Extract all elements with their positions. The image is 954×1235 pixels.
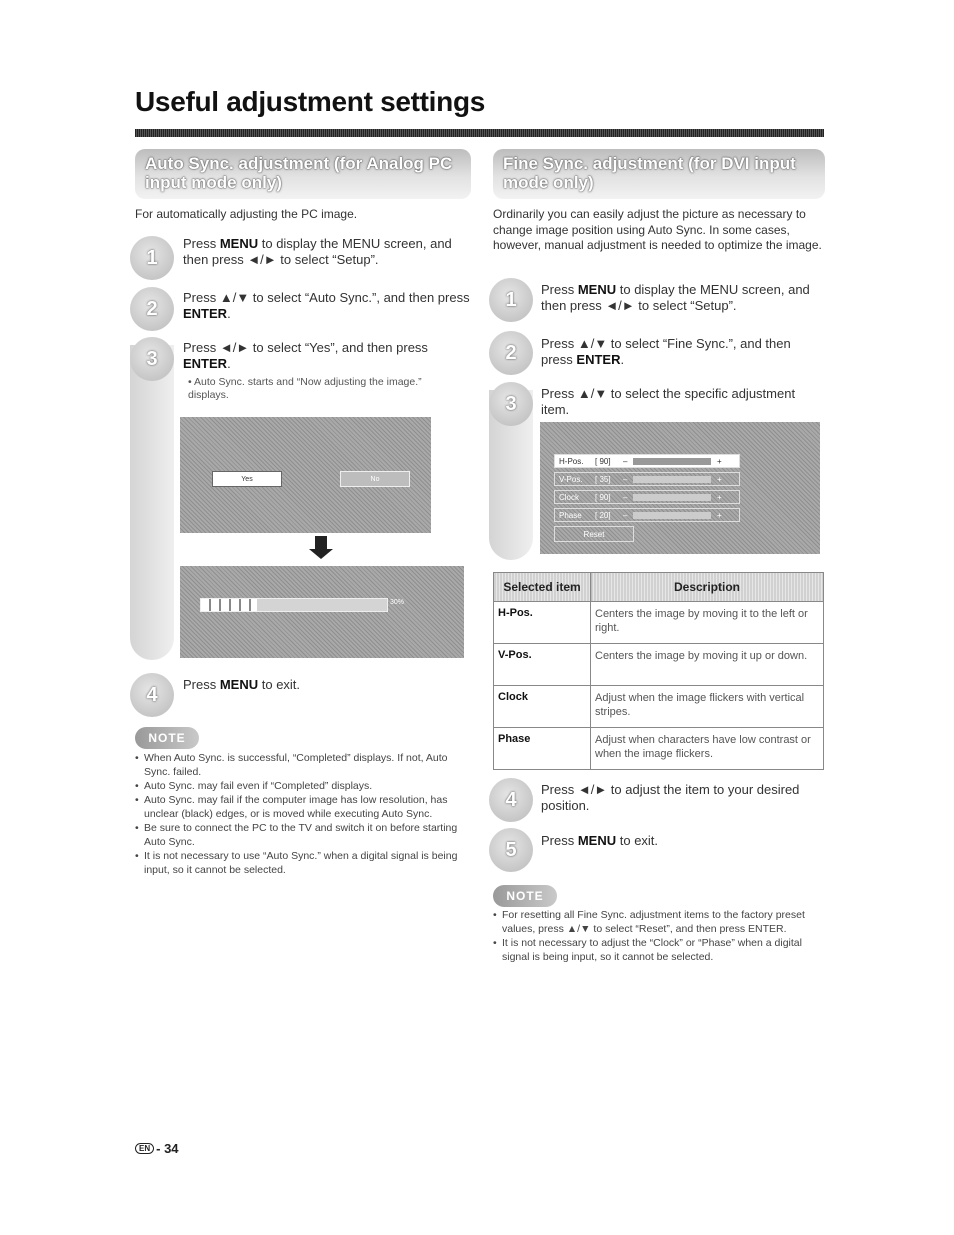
progress-percent: 30% <box>390 599 405 606</box>
step-text-2: Press ▲/▼ to select “Auto Sync.”, and then press ENTER. <box>183 290 470 321</box>
step-3-sub-note: • Auto Sync. starts and “Now adjusting the image.” displays. <box>188 376 422 401</box>
no-option: No <box>340 471 410 487</box>
description-table <box>493 572 824 770</box>
note-item: • Auto Sync. may fail if the computer image has low resolution, has unclear (black) edges, or is moved while executing Auto Sync. <box>135 793 469 821</box>
step-number-3-right: 3 <box>489 382 533 426</box>
progress-fill <box>201 599 257 611</box>
section-intro-auto-sync: For automatically adjusting the PC image. <box>135 207 358 221</box>
arrow-down-icon-head <box>309 549 333 559</box>
note-item: • Be sure to connect the PC to the TV and switch it on before starting Auto Sync. <box>135 821 469 849</box>
note-item: • Auto Sync. may fail even if “Completed” displays. <box>135 779 469 793</box>
table-row <box>494 686 824 728</box>
note-item: • When Auto Sync. is successful, “Completed” displays. If not, Auto Sync. failed. <box>135 751 469 779</box>
notes-list-left <box>135 751 469 877</box>
step-number-4-right: 4 <box>489 778 533 822</box>
step-number-3: 3 <box>130 337 174 381</box>
lang-badge: EN <box>135 1143 154 1154</box>
step-text-3: Press ◄/► to select “Yes”, and then press ENTER. <box>183 340 428 371</box>
osd-row-h-pos: H-Pos. [ 90] – + <box>554 454 740 468</box>
table-cell-item: H-Pos. <box>494 602 591 644</box>
osd-reset: Reset <box>554 526 634 542</box>
arrow-down-icon <box>315 536 327 550</box>
step-number-4: 4 <box>130 673 174 717</box>
step-number-5-right: 5 <box>489 828 533 872</box>
table-row <box>494 644 824 686</box>
page-title: Useful adjustment settings <box>135 86 486 117</box>
notes-list-right <box>493 908 823 964</box>
page-number: - 34 <box>156 1141 179 1156</box>
table-cell-description: Centers the image by moving it up or down. <box>591 644 824 686</box>
section-intro-fine-sync: Ordinarily you can easily adjust the picture as necessary to change image position using Auto Sync. In some cases, however, manual adjustment is needed to optimize the image. <box>493 207 822 252</box>
screen-yes-no <box>180 417 431 533</box>
table-row <box>494 602 824 644</box>
progress-bar <box>200 598 388 612</box>
table-cell-description: Centers the image by moving it to the left or right. <box>591 602 824 644</box>
page-footer <box>135 1141 179 1156</box>
table-cell-description: Adjust when the image flickers with vertical stripes. <box>591 686 824 728</box>
step-text-4-right: Press ◄/► to adjust the item to your desired position. <box>541 782 800 813</box>
section-heading-fine-sync: Fine Sync. adjustment (for DVI input mode only) <box>493 149 825 199</box>
title-rule <box>135 129 824 137</box>
step-number-2-right: 2 <box>489 331 533 375</box>
step-text-1: Press MENU to display the MENU screen, and then press ◄/► to select “Setup”. <box>183 236 452 267</box>
table-cell-item: Clock <box>494 686 591 728</box>
table-header: Description <box>591 573 824 602</box>
step-text-1-right: Press MENU to display the MENU screen, and then press ◄/► to select “Setup”. <box>541 282 810 313</box>
yes-option: Yes <box>212 471 282 487</box>
note-badge-left: NOTE <box>135 727 199 749</box>
step-number-1-right: 1 <box>489 278 533 322</box>
step-text-3-right: Press ▲/▼ to select the specific adjustment item. <box>541 386 796 417</box>
osd-row-phase: Phase [ 20] – + <box>554 508 740 522</box>
step-3-bar <box>130 345 174 660</box>
step-text-2-right: Press ▲/▼ to select “Fine Sync.”, and then press ENTER. <box>541 336 791 367</box>
note-badge-right: NOTE <box>493 885 557 907</box>
step-text-5-right: Press MENU to exit. <box>541 833 659 848</box>
note-item: • It is not necessary to adjust the “Clock” or “Phase” when a digital signal is being input, so it cannot be selected. <box>493 936 823 964</box>
note-item: • It is not necessary to use “Auto Sync.” when a digital signal is being input, so it cannot be selected. <box>135 849 469 877</box>
table-cell-item: Phase <box>494 728 591 770</box>
step-number-1: 1 <box>130 236 174 280</box>
table-row <box>494 728 824 770</box>
screen-progress <box>180 566 464 658</box>
osd-row-clock: Clock [ 90] – + <box>554 490 740 504</box>
table-header: Selected item <box>494 573 591 602</box>
note-item: • For resetting all Fine Sync. adjustment items to the factory preset values, press ▲/▼ to select “Reset”, and then press ENTER. <box>493 908 823 936</box>
osd-row-v-pos: V-Pos. [ 35] – + <box>554 472 740 486</box>
section-heading-auto-sync: Auto Sync. adjustment (for Analog PC input mode only) <box>135 149 471 199</box>
step-text-4: Press MENU to exit. <box>183 677 301 692</box>
screen-fine-sync-menu <box>540 422 820 554</box>
table-cell-item: V-Pos. <box>494 644 591 686</box>
step-number-2: 2 <box>130 287 174 331</box>
table-cell-description: Adjust when characters have low contrast or when the image flickers. <box>591 728 824 770</box>
